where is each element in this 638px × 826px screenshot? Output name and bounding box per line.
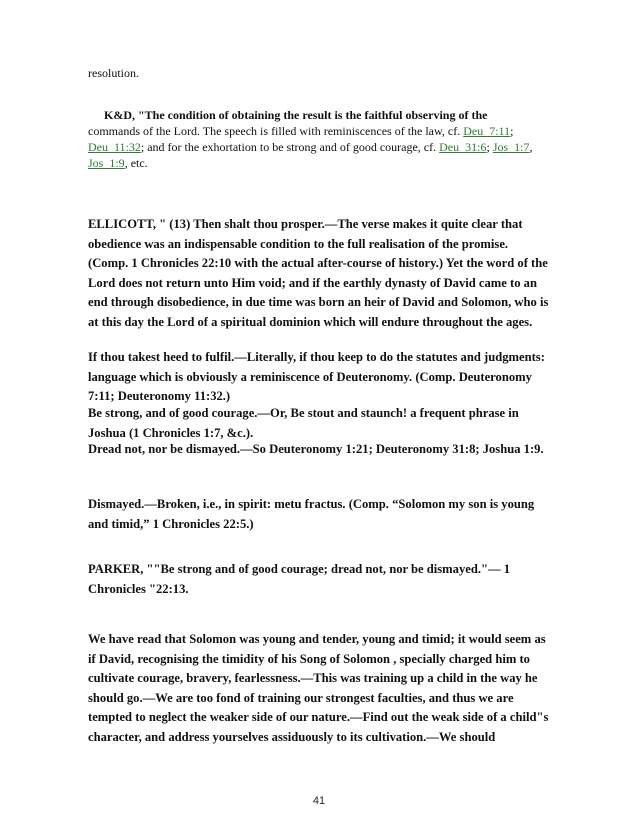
kd-mid: ; and for the exhortation to be strong and of good courage, cf. [140,140,437,154]
paragraph-dread-not: Dread not, nor be dismayed.—So Deuteronomy 1:21; Deuteronomy 31:8; Joshua 1:9. [88,442,544,456]
page-number: 41 [312,795,326,807]
kd-lead: K&D, "The condition of obtaining the result is the faithful observing of the [104,108,488,122]
paragraph-parker: PARKER, ""Be strong and of good courage; dread not, nor be dismayed."— 1 Chronicles "22:13. [88,562,511,596]
paragraph-be-strong: Be strong, and of good courage.—Or, Be stout and staunch! a frequent phrase in Joshua (1 Chronicles 1:7, &c.). [88,406,519,440]
paragraph-solomon: We have read that Solomon was young and tender, young and timid; it would seem as if David, recognising the timidity of his Song of Solomon , specially charged him to cultivate courage, bravery, fearlessness.—This was training up a child in the way he should go.—We are too fond of training our strongest faculties, and thus we are tempted to neglect the weaker side of our nature.—Find out the weak side of a child"s character, and address yourselves assiduously to its cultivation.—We should [88,632,549,744]
ref-link-deu-11-32[interactable]: Deu_11:32 [88,140,141,154]
paragraph-takest-heed: If thou takest heed to fulfil.—Literally, if thou keep to do the statutes and judgments: language which is obviously a reminiscence of Deuteronomy. (Comp. Deuteronomy 7:11; Deuteronomy 11:32.) [88,350,545,403]
ref-link-deu-31-6[interactable]: Deu_31:6 [439,140,487,154]
paragraph-resolution: resolution. [88,66,139,80]
paragraph-kd [88,107,550,171]
ref-link-jos-1-9[interactable]: Jos_1:9 [88,156,125,170]
ref-link-deu-7-11[interactable]: Deu_7:11 [463,124,511,138]
kd-sep: ; [486,140,490,154]
kd-sep: ; [510,124,514,138]
paragraph-dismayed: Dismayed.—Broken, i.e., in spirit: metu fractus. (Comp. “Solomon my son is young and timid,” 1 Chronicles 22:5.) [88,497,535,531]
ref-link-jos-1-7[interactable]: Jos_1:7 [492,140,530,154]
kd-sep: , [529,140,533,154]
kd-tail: , etc. [124,156,148,170]
paragraph-ellicott: ELLICOTT, " (13) Then shalt thou prosper.—The verse makes it quite clear that obedience was an indispensable condition to the full realisation of the promise. (Comp. 1 Chronicles 22:10 with the actual after-course of history.) Yet the word of the Lord does not return unto Him void; and if the earthly dynasty of David came to an end through disobedience, in due time was born an heir of David and Solomon, who is at this day the Lord of a spiritual dominion which will endure throughout the ages. [88,217,549,329]
kd-line2: commands of the Lord. The speech is filled with reminiscences of the law, cf. [88,124,461,138]
